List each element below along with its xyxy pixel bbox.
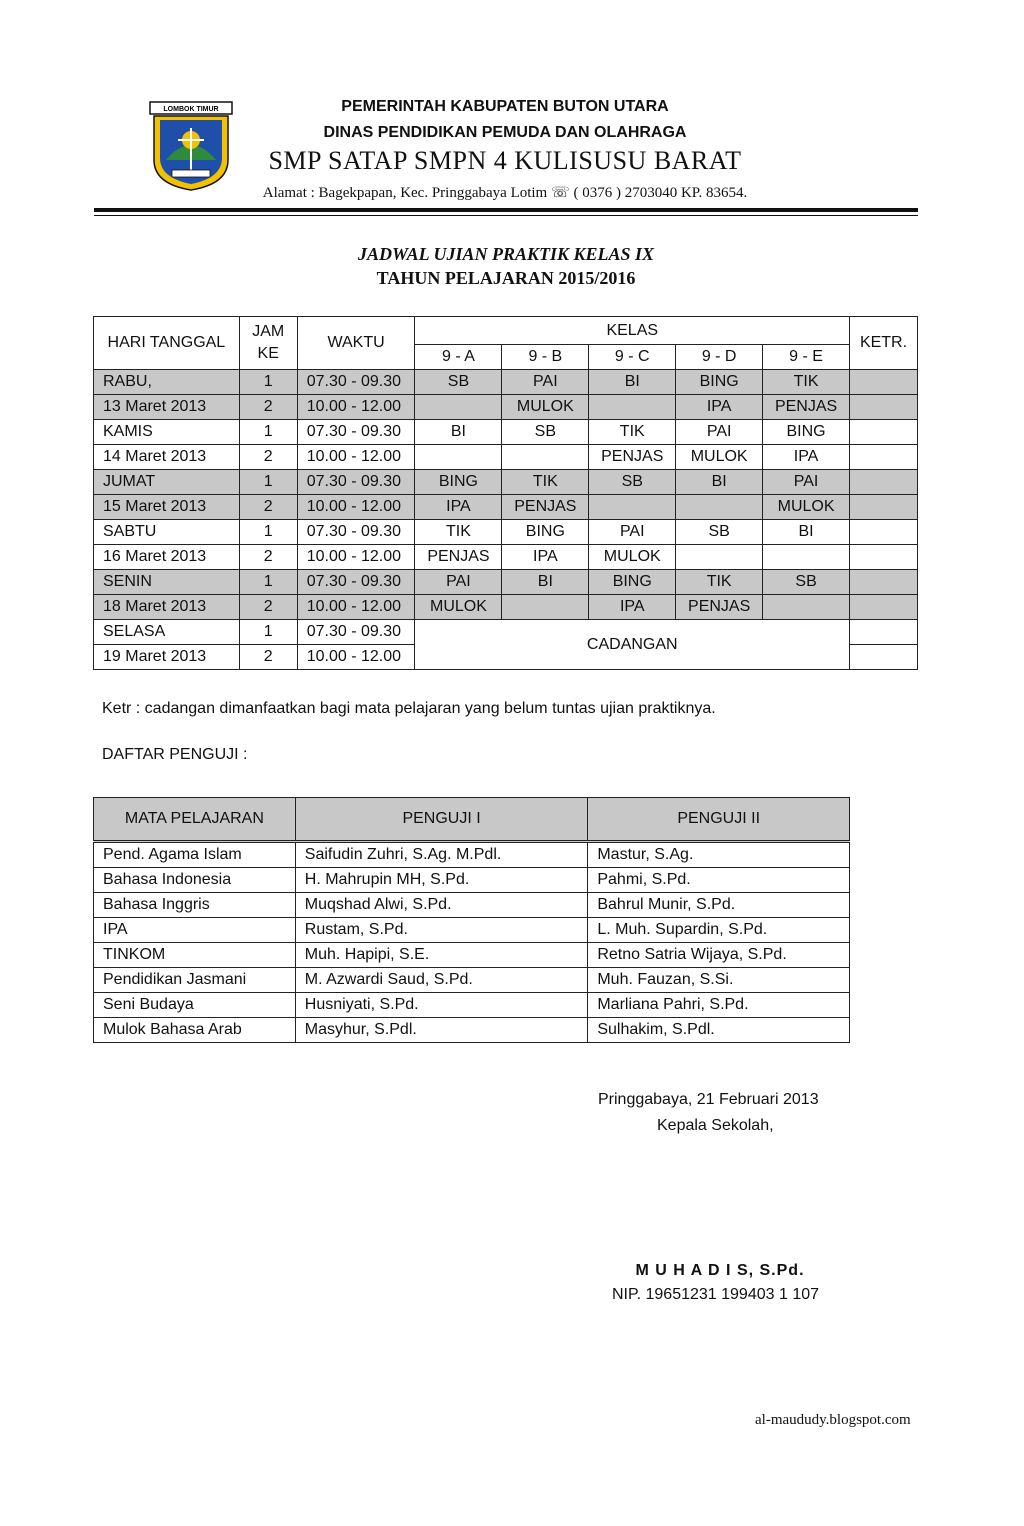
- cell-subject: BING: [415, 470, 502, 495]
- cell-date: 16 Maret 2013: [94, 545, 240, 570]
- cell-subject: PAI: [415, 570, 502, 595]
- table-row: [94, 1018, 850, 1043]
- cell-waktu: 10.00 - 12.00: [297, 445, 415, 470]
- table-row: [94, 893, 850, 918]
- cell-subject: [589, 395, 676, 420]
- cell-subject: SB: [502, 420, 589, 445]
- cell-ketr: [850, 570, 918, 595]
- cell-ketr: [850, 445, 918, 470]
- cell-subject: TIK: [415, 520, 502, 545]
- cell-subject: BI: [415, 420, 502, 445]
- cell-waktu: 07.30 - 09.30: [297, 620, 415, 645]
- header-kelas: KELAS: [415, 317, 850, 345]
- cell-subject: PENJAS: [589, 445, 676, 470]
- table-row: [94, 842, 850, 868]
- cell-day: SABTU: [94, 520, 240, 545]
- cell-jam: 2: [239, 445, 297, 470]
- signatory-name: M U H A D I S, S.Pd.: [635, 1262, 805, 1279]
- cell-subject: PENJAS: [502, 495, 589, 520]
- header-jam-ke: JAM KE: [239, 317, 297, 370]
- table-row: [94, 868, 850, 893]
- cell-subject: BI: [589, 370, 676, 395]
- cell-waktu: 10.00 - 12.00: [297, 545, 415, 570]
- cell-subject: IPA: [94, 918, 296, 943]
- table-row: [94, 445, 918, 470]
- cell-subject: IPA: [502, 545, 589, 570]
- cadangan-cell: CADANGAN: [415, 620, 850, 670]
- header-waktu: WAKTU: [297, 317, 415, 370]
- cell-subject: [589, 495, 676, 520]
- cell-subject: [676, 495, 763, 520]
- cell-ketr: [850, 545, 918, 570]
- header-class: 9 - E: [763, 345, 850, 370]
- cell-examiner-2: Bahrul Munir, S.Pd.: [588, 893, 850, 918]
- cell-subject: [502, 595, 589, 620]
- cell-subject: BI: [502, 570, 589, 595]
- table-row: [94, 570, 918, 595]
- letterhead-rule-thin: [94, 215, 918, 216]
- cell-jam: 2: [239, 595, 297, 620]
- cell-date: 19 Maret 2013: [94, 645, 240, 670]
- cell-subject: MULOK: [589, 545, 676, 570]
- cell-examiner-1: Muqshad Alwi, S.Pd.: [295, 893, 588, 918]
- header-penguji-1: PENGUJI I: [295, 798, 588, 842]
- cell-subject: MULOK: [763, 495, 850, 520]
- source-watermark: al-maududy.blogspot.com: [755, 1412, 911, 1428]
- cell-subject: [676, 545, 763, 570]
- signatory-nip: NIP. 19651231 199403 1 107: [612, 1286, 820, 1303]
- cell-ketr: [850, 520, 918, 545]
- cell-subject: BING: [763, 420, 850, 445]
- cell-jam: 2: [239, 495, 297, 520]
- cell-waktu: 10.00 - 12.00: [297, 645, 415, 670]
- signature-place-date: Pringgabaya, 21 Februari 2013: [598, 1091, 819, 1108]
- cell-day: SELASA: [94, 620, 240, 645]
- cell-ketr: [850, 420, 918, 445]
- document-title: JADWAL UJIAN PRAKTIK KELAS IX: [357, 244, 655, 264]
- cell-subject: PENJAS: [415, 545, 502, 570]
- cell-subject: BING: [502, 520, 589, 545]
- cell-date: 14 Maret 2013: [94, 445, 240, 470]
- table-row: [94, 495, 918, 520]
- header-class: 9 - D: [676, 345, 763, 370]
- cell-subject: IPA: [589, 595, 676, 620]
- cell-subject: PENJAS: [763, 395, 850, 420]
- cell-subject: SB: [763, 570, 850, 595]
- cell-subject: Bahasa Indonesia: [94, 868, 296, 893]
- header-class: 9 - B: [502, 345, 589, 370]
- cell-subject: MULOK: [415, 595, 502, 620]
- cell-examiner-1: Saifudin Zuhri, S.Ag. M.Pdl.: [295, 842, 588, 868]
- cell-jam: 1: [239, 470, 297, 495]
- cell-subject: IPA: [415, 495, 502, 520]
- cell-waktu: 07.30 - 09.30: [297, 470, 415, 495]
- cell-waktu: 10.00 - 12.00: [297, 395, 415, 420]
- cell-examiner-2: Retno Satria Wijaya, S.Pd.: [588, 943, 850, 968]
- header-penguji-2: PENGUJI II: [588, 798, 850, 842]
- table-row: [94, 470, 918, 495]
- cell-day: KAMIS: [94, 420, 240, 445]
- cell-day: SENIN: [94, 570, 240, 595]
- cell-jam: 2: [239, 545, 297, 570]
- note-text: Ketr : cadangan dimanfaatkan bagi mata pelajaran yang belum tuntas ujian praktiknya.: [102, 700, 716, 717]
- cell-subject: PAI: [502, 370, 589, 395]
- cell-subject: Pendidikan Jasmani: [94, 968, 296, 993]
- header-class: 9 - A: [415, 345, 502, 370]
- cell-examiner-1: H. Mahrupin MH, S.Pd.: [295, 868, 588, 893]
- cell-examiner-2: Sulhakim, S.Pdl.: [588, 1018, 850, 1043]
- cell-subject: SB: [589, 470, 676, 495]
- table-row: [94, 943, 850, 968]
- cell-subject: Bahasa Inggris: [94, 893, 296, 918]
- cell-subject: BING: [589, 570, 676, 595]
- cell-jam: 2: [239, 645, 297, 670]
- cell-subject: PAI: [676, 420, 763, 445]
- cell-day: RABU,: [94, 370, 240, 395]
- cell-examiner-1: Rustam, S.Pd.: [295, 918, 588, 943]
- cell-ketr: [850, 395, 918, 420]
- cell-examiner-1: Masyhur, S.Pdl.: [295, 1018, 588, 1043]
- cell-subject: PAI: [763, 470, 850, 495]
- header-hari-tanggal: HARI TANGGAL: [94, 317, 240, 370]
- cell-examiner-2: L. Muh. Supardin, S.Pd.: [588, 918, 850, 943]
- cell-ketr: [850, 495, 918, 520]
- cell-jam: 1: [239, 570, 297, 595]
- cell-waktu: 10.00 - 12.00: [297, 495, 415, 520]
- cell-subject: BI: [676, 470, 763, 495]
- cell-ketr: [850, 370, 918, 395]
- table-row: [94, 993, 850, 1018]
- table-row: [94, 545, 918, 570]
- cell-subject: [502, 445, 589, 470]
- cell-examiner-1: M. Azwardi Saud, S.Pd.: [295, 968, 588, 993]
- table-row: [94, 595, 918, 620]
- cell-jam: 1: [239, 520, 297, 545]
- header-ketr: KETR.: [850, 317, 918, 370]
- letterhead-rule-thick: [94, 208, 918, 212]
- cell-jam: 1: [239, 420, 297, 445]
- cell-examiner-2: Marliana Pahri, S.Pd.: [588, 993, 850, 1018]
- cell-subject: TIK: [502, 470, 589, 495]
- cell-ketr: [850, 620, 918, 645]
- cell-subject: Pend. Agama Islam: [94, 842, 296, 868]
- cell-subject: [763, 545, 850, 570]
- cell-subject: MULOK: [502, 395, 589, 420]
- header-mata-pelajaran: MATA PELAJARAN: [94, 798, 296, 842]
- exam-schedule-table: [93, 316, 918, 670]
- cell-jam: 1: [239, 620, 297, 645]
- cell-examiner-1: Muh. Hapipi, S.E.: [295, 943, 588, 968]
- cell-subject: PENJAS: [676, 595, 763, 620]
- department-name: DINAS PENDIDIKAN PEMUDA DAN OLAHRAGA: [323, 124, 687, 141]
- government-name: PEMERINTAH KABUPATEN BUTON UTARA: [341, 98, 669, 115]
- cell-jam: 1: [239, 370, 297, 395]
- cell-examiner-2: Pahmi, S.Pd.: [588, 868, 850, 893]
- table-row: [94, 620, 918, 645]
- examiner-list-label: DAFTAR PENGUJI :: [102, 746, 248, 763]
- cell-subject: Mulok Bahasa Arab: [94, 1018, 296, 1043]
- school-address: Alamat : Bagekpapan, Kec. Pringgabaya Lotim ☏ ( 0376 ) 2703040 KP. 83654.: [262, 185, 748, 201]
- cell-subject: PAI: [589, 520, 676, 545]
- cell-subject: [415, 395, 502, 420]
- signature-role: Kepala Sekolah,: [657, 1117, 774, 1134]
- cell-subject: [415, 445, 502, 470]
- cell-subject: SB: [415, 370, 502, 395]
- cell-subject: TIK: [763, 370, 850, 395]
- cell-waktu: 07.30 - 09.30: [297, 370, 415, 395]
- table-row: [94, 918, 850, 943]
- table-row: [94, 370, 918, 395]
- cell-subject: Seni Budaya: [94, 993, 296, 1018]
- cell-subject: TIK: [676, 570, 763, 595]
- header-class: 9 - C: [589, 345, 676, 370]
- cell-ketr: [850, 595, 918, 620]
- cell-subject: [763, 595, 850, 620]
- table-row: [94, 968, 850, 993]
- cell-subject: BI: [763, 520, 850, 545]
- cell-subject: SB: [676, 520, 763, 545]
- cell-date: 13 Maret 2013: [94, 395, 240, 420]
- table-row: [94, 520, 918, 545]
- cell-waktu: 07.30 - 09.30: [297, 420, 415, 445]
- cell-day: JUMAT: [94, 470, 240, 495]
- cell-subject: IPA: [676, 395, 763, 420]
- table-row: [94, 395, 918, 420]
- cell-ketr: [850, 470, 918, 495]
- cell-date: 18 Maret 2013: [94, 595, 240, 620]
- examiner-table: [93, 797, 850, 1043]
- school-name: SMP SATAP SMPN 4 KULISUSU BARAT: [268, 146, 742, 175]
- logo-text: LOMBOK TIMUR: [163, 106, 219, 113]
- cell-waktu: 07.30 - 09.30: [297, 520, 415, 545]
- cell-examiner-1: Husniyati, S.Pd.: [295, 993, 588, 1018]
- table-row: [94, 420, 918, 445]
- cell-subject: TIK: [589, 420, 676, 445]
- cell-subject: MULOK: [676, 445, 763, 470]
- cell-examiner-2: Muh. Fauzan, S.Si.: [588, 968, 850, 993]
- cell-subject: BING: [676, 370, 763, 395]
- cell-ketr: [850, 645, 918, 670]
- cell-waktu: 10.00 - 12.00: [297, 595, 415, 620]
- cell-date: 15 Maret 2013: [94, 495, 240, 520]
- cell-jam: 2: [239, 395, 297, 420]
- cell-examiner-2: Mastur, S.Ag.: [588, 842, 850, 868]
- cell-waktu: 07.30 - 09.30: [297, 570, 415, 595]
- cell-subject: TINKOM: [94, 943, 296, 968]
- document-subtitle: TAHUN PELAJARAN 2015/2016: [376, 268, 636, 288]
- cell-subject: IPA: [763, 445, 850, 470]
